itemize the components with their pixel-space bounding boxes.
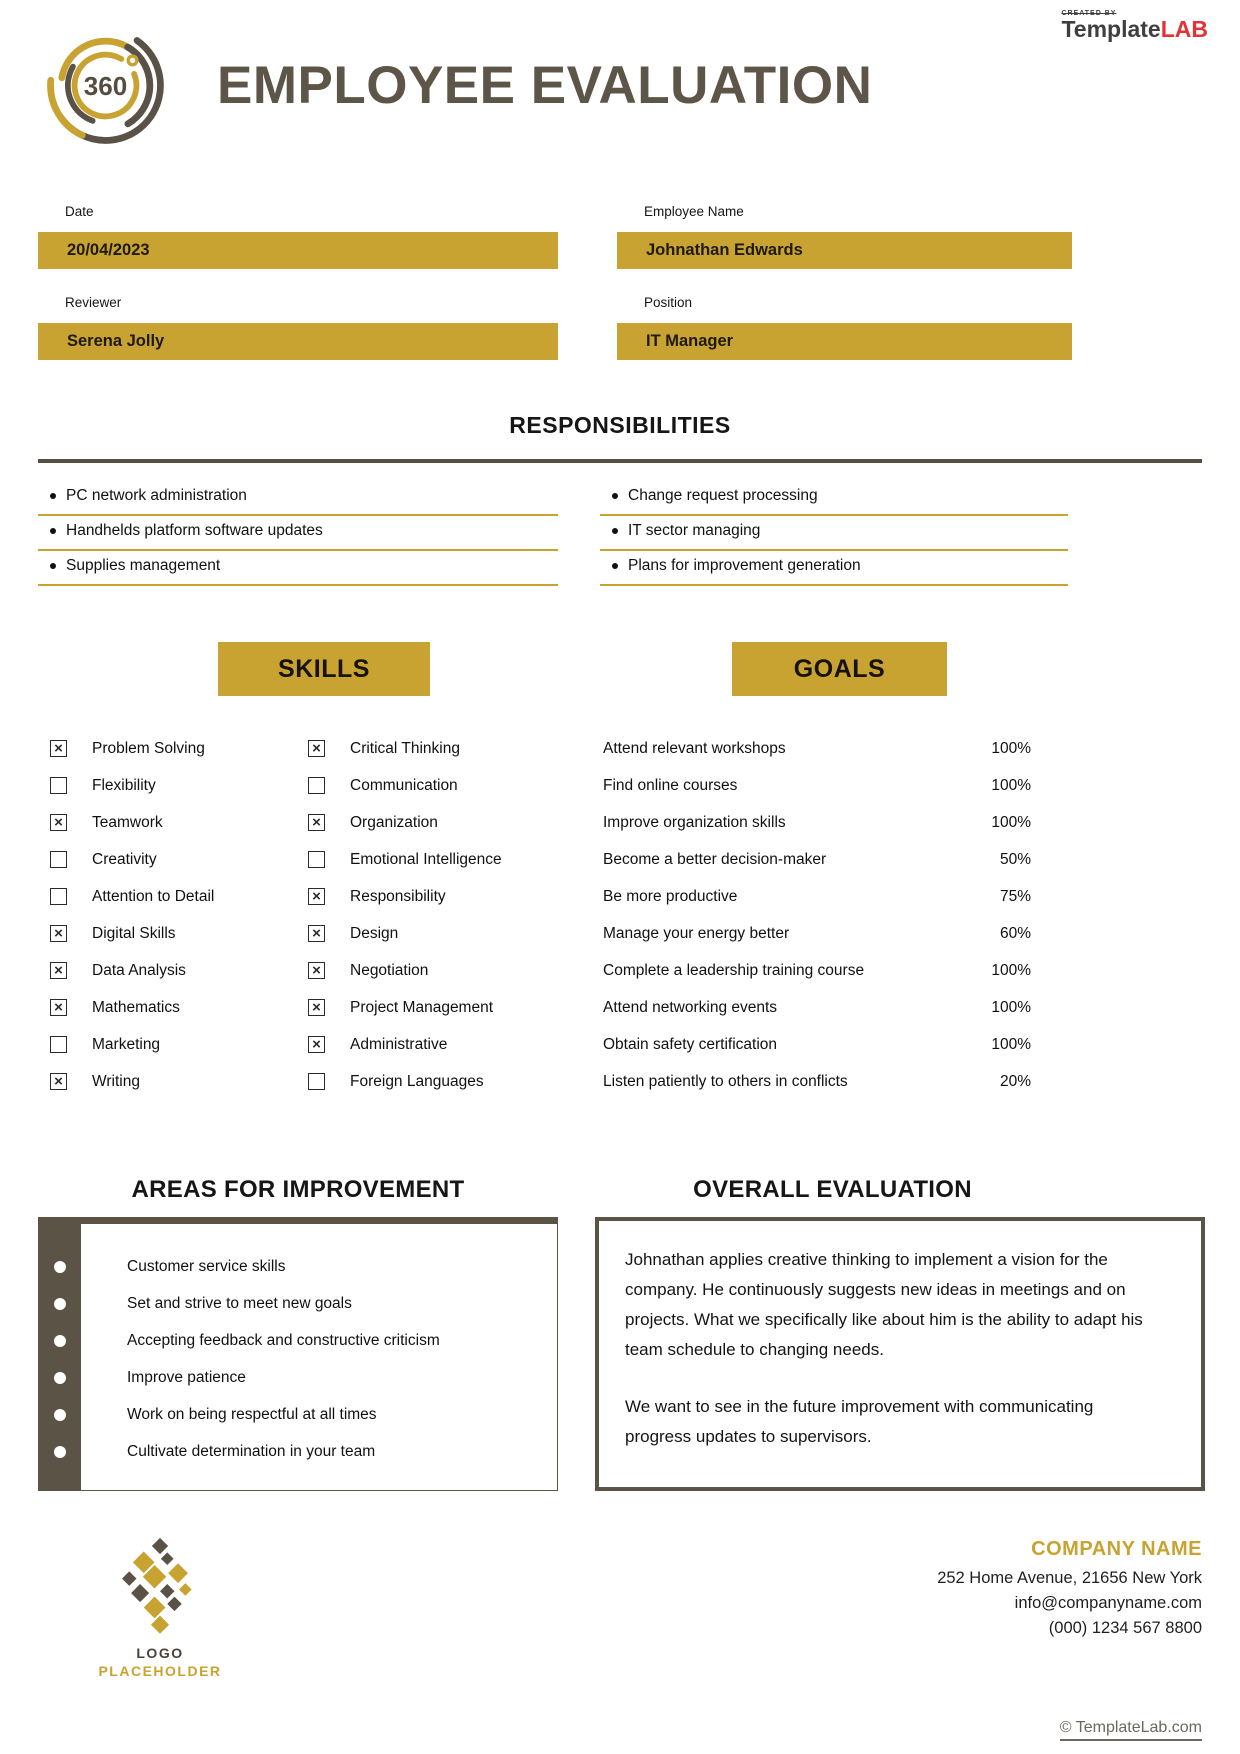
header — [38, 0, 1208, 150]
footer — [38, 1537, 1202, 1679]
improvement-item — [39, 1359, 557, 1396]
bullet-icon — [50, 493, 56, 499]
checkbox-icon[interactable] — [50, 888, 67, 905]
skill-item — [50, 952, 300, 989]
company-email[interactable]: info@companyname.com — [1014, 1594, 1202, 1612]
checkbox-icon[interactable] — [50, 925, 67, 942]
company-info — [937, 1537, 1202, 1641]
skill-item — [308, 1063, 558, 1100]
skill-item — [50, 878, 300, 915]
checkbox-icon[interactable] — [50, 814, 67, 831]
bullet-icon — [54, 1261, 66, 1273]
brand-wordmark: TemplateLAB — [1061, 16, 1208, 42]
responsibility-item — [38, 551, 558, 586]
skill-label: Attention to Detail — [92, 887, 215, 905]
goal-progress: 100% — [991, 776, 1031, 794]
skill-label: Responsibility — [350, 887, 446, 905]
checkbox-icon[interactable] — [50, 962, 67, 979]
skill-item — [50, 989, 300, 1026]
responsibility-text: Supplies management — [66, 557, 221, 574]
responsibilities-section — [38, 481, 1202, 586]
skill-label: Creativity — [92, 850, 157, 868]
goals-header: GOALS — [732, 642, 947, 696]
bullet-icon — [54, 1298, 66, 1310]
overall-title: OVERALL EVALUATION — [693, 1176, 972, 1203]
improvement-item — [39, 1433, 557, 1470]
diamond-logo-icon — [112, 1537, 208, 1641]
goal-label: Attend networking events — [603, 998, 778, 1016]
bullet-icon — [612, 528, 618, 534]
goal-label: Obtain safety certification — [603, 1035, 778, 1053]
goal-label: Improve organization skills — [603, 813, 786, 831]
logo-placeholder — [80, 1537, 240, 1679]
section-divider — [38, 459, 1202, 463]
reviewer-label: Reviewer — [65, 295, 122, 310]
improvement-text: Cultivate determination in your team — [127, 1442, 376, 1460]
page-title: EMPLOYEE EVALUATION — [217, 55, 873, 115]
company-phone: (000) 1234 567 8800 — [1048, 1619, 1202, 1637]
form-fields — [38, 204, 1202, 360]
goal-item — [603, 1063, 1031, 1100]
skill-item — [308, 878, 558, 915]
skill-item — [50, 1026, 300, 1063]
checkbox-icon[interactable] — [308, 925, 325, 942]
skill-label: Mathematics — [92, 998, 180, 1016]
checkbox-icon[interactable] — [308, 962, 325, 979]
skill-label: Negotiation — [350, 961, 429, 979]
improvement-item — [39, 1322, 557, 1359]
goal-label: Listen patiently to others in conflicts — [603, 1072, 848, 1090]
checkbox-icon[interactable] — [50, 1073, 67, 1090]
checkbox-icon[interactable] — [308, 999, 325, 1016]
skills-column-2 — [308, 730, 558, 1100]
responsibility-item — [600, 481, 1068, 516]
goal-label: Become a better decision-maker — [603, 850, 827, 868]
goal-progress: 100% — [991, 739, 1031, 757]
checkbox-icon[interactable] — [50, 777, 67, 794]
responsibilities-right-list — [600, 481, 1068, 586]
skill-item — [50, 730, 300, 767]
responsibilities-left-list — [38, 481, 558, 586]
improvement-box — [38, 1217, 558, 1491]
goal-label: Find online courses — [603, 776, 738, 794]
skill-label: Digital Skills — [92, 924, 176, 942]
skills-goals-section — [38, 642, 1202, 1100]
bottom-section — [38, 1176, 1202, 1491]
skill-item — [308, 915, 558, 952]
goal-progress: 100% — [991, 1035, 1031, 1053]
improvement-text: Customer service skills — [127, 1257, 286, 1275]
checkbox-icon[interactable] — [50, 851, 67, 868]
bullet-icon — [612, 493, 618, 499]
bullet-icon — [54, 1372, 66, 1384]
goal-label: Complete a leadership training course — [603, 961, 865, 979]
goal-progress: 100% — [991, 961, 1031, 979]
goal-item — [603, 1026, 1031, 1063]
skill-item — [308, 1026, 558, 1063]
goal-item — [603, 841, 1031, 878]
responsibility-text: Plans for improvement generation — [628, 557, 861, 574]
skill-label: Data Analysis — [92, 961, 186, 979]
goal-item — [603, 878, 1031, 915]
skill-item — [50, 841, 300, 878]
improvement-text: Improve patience — [127, 1368, 246, 1386]
goal-progress: 20% — [999, 1072, 1031, 1090]
skill-label: Problem Solving — [92, 739, 205, 757]
created-by-label: CREATED BY — [1061, 10, 1117, 17]
overall-evaluation-box — [595, 1217, 1205, 1491]
responsibility-item — [600, 551, 1068, 586]
goals-list — [603, 730, 1031, 1100]
checkbox-icon[interactable] — [308, 814, 325, 831]
checkbox-icon[interactable] — [308, 777, 325, 794]
responsibilities-title: RESPONSIBILITIES — [509, 412, 731, 438]
skill-item — [50, 915, 300, 952]
skill-item — [308, 952, 558, 989]
improvement-list — [39, 1248, 557, 1470]
bullet-icon — [50, 528, 56, 534]
goal-progress: 50% — [999, 850, 1031, 868]
responsibility-item — [600, 516, 1068, 551]
goal-label: Be more productive — [603, 887, 738, 905]
improvement-item — [39, 1396, 557, 1433]
skill-label: Administrative — [350, 1035, 448, 1053]
skills-header: SKILLS — [218, 642, 430, 696]
bullet-icon — [50, 563, 56, 569]
skill-label: Critical Thinking — [350, 739, 460, 757]
improvement-item — [39, 1248, 557, 1285]
position-field[interactable]: IT Manager — [617, 323, 1072, 360]
responsibility-item — [38, 516, 558, 551]
logo-placeholder-line2: PLACEHOLDER — [98, 1663, 222, 1679]
position-label: Position — [644, 295, 693, 310]
responsibility-text: Change request processing — [628, 487, 818, 504]
skill-label: Organization — [350, 813, 438, 831]
skill-label: Emotional Intelligence — [350, 850, 502, 868]
skill-item — [308, 804, 558, 841]
skill-label: Writing — [92, 1072, 140, 1090]
skill-label: Foreign Languages — [350, 1072, 484, 1090]
templatelab-brand-logo — [1061, 10, 1208, 41]
date-field[interactable]: 20/04/2023 — [38, 232, 558, 269]
skill-item — [50, 1063, 300, 1100]
responsibility-text: PC network administration — [66, 487, 247, 504]
goal-item — [603, 989, 1031, 1026]
overall-paragraph: We want to see in the future improvement with communicating progress updates to supervisors. — [625, 1397, 1094, 1446]
date-label: Date — [65, 204, 94, 219]
skill-item — [308, 989, 558, 1026]
goal-label: Manage your energy better — [603, 924, 790, 942]
improvement-item — [39, 1285, 557, 1322]
skill-label: Teamwork — [92, 813, 163, 831]
skill-label: Communication — [350, 776, 458, 794]
goal-item — [603, 730, 1031, 767]
skill-item — [308, 767, 558, 804]
bullet-icon — [54, 1446, 66, 1458]
360-degree-logo-icon — [38, 18, 173, 153]
skill-label: Flexibility — [92, 776, 156, 794]
bullet-icon — [612, 563, 618, 569]
checkbox-icon[interactable] — [308, 888, 325, 905]
skill-label: Marketing — [92, 1035, 161, 1053]
checkbox-icon[interactable] — [308, 1073, 325, 1090]
improvement-text: Set and strive to meet new goals — [127, 1294, 352, 1312]
goal-item — [603, 804, 1031, 841]
skill-item — [308, 841, 558, 878]
responsibility-text: IT sector managing — [628, 522, 761, 539]
checkbox-icon[interactable] — [50, 1036, 67, 1053]
skill-label: Design — [350, 924, 399, 942]
checkbox-icon[interactable] — [308, 851, 325, 868]
responsibility-item — [38, 481, 558, 516]
goal-item — [603, 767, 1031, 804]
improvement-text: Work on being respectful at all times — [127, 1405, 377, 1423]
responsibility-text: Handhelds platform software updates — [66, 522, 323, 539]
improvement-title: AREAS FOR IMPROVEMENT — [131, 1176, 465, 1203]
bullet-icon — [54, 1335, 66, 1347]
improvement-text: Accepting feedback and constructive criticism — [127, 1331, 440, 1349]
reviewer-field[interactable]: Serena Jolly — [38, 323, 558, 360]
templatelab-credit-link[interactable]: © TemplateLab.com — [1060, 1719, 1202, 1741]
svg-text:360: 360 — [83, 70, 128, 101]
company-name: COMPANY NAME — [1031, 1538, 1202, 1560]
goal-progress: 100% — [991, 998, 1031, 1016]
logo-placeholder-line1: LOGO — [136, 1645, 184, 1661]
goal-progress: 75% — [999, 887, 1031, 905]
bullet-icon — [54, 1409, 66, 1421]
company-address: 252 Home Avenue, 21656 New York — [937, 1569, 1202, 1587]
employee-name-field[interactable]: Johnathan Edwards — [617, 232, 1072, 269]
checkbox-icon[interactable] — [50, 999, 67, 1016]
skills-column-1 — [50, 730, 300, 1100]
skill-item — [308, 730, 558, 767]
goal-item — [603, 952, 1031, 989]
skill-item — [50, 767, 300, 804]
skill-label: Project Management — [350, 998, 494, 1016]
goal-progress: 60% — [999, 924, 1031, 942]
employee-name-label: Employee Name — [644, 204, 744, 219]
goal-item — [603, 915, 1031, 952]
checkbox-icon[interactable] — [308, 1036, 325, 1053]
goal-progress: 100% — [991, 813, 1031, 831]
goal-label: Attend relevant workshops — [603, 739, 786, 757]
skill-item — [50, 804, 300, 841]
overall-paragraph: Johnathan applies creative thinking to implement a vision for the company. He continuously suggests new ideas in meetings and on projects. What we specifically like about him is the ability to adapt his team schedule to changing needs. — [625, 1250, 1143, 1359]
checkbox-icon[interactable] — [50, 740, 67, 757]
checkbox-icon[interactable] — [308, 740, 325, 757]
skills-list — [38, 730, 558, 1100]
